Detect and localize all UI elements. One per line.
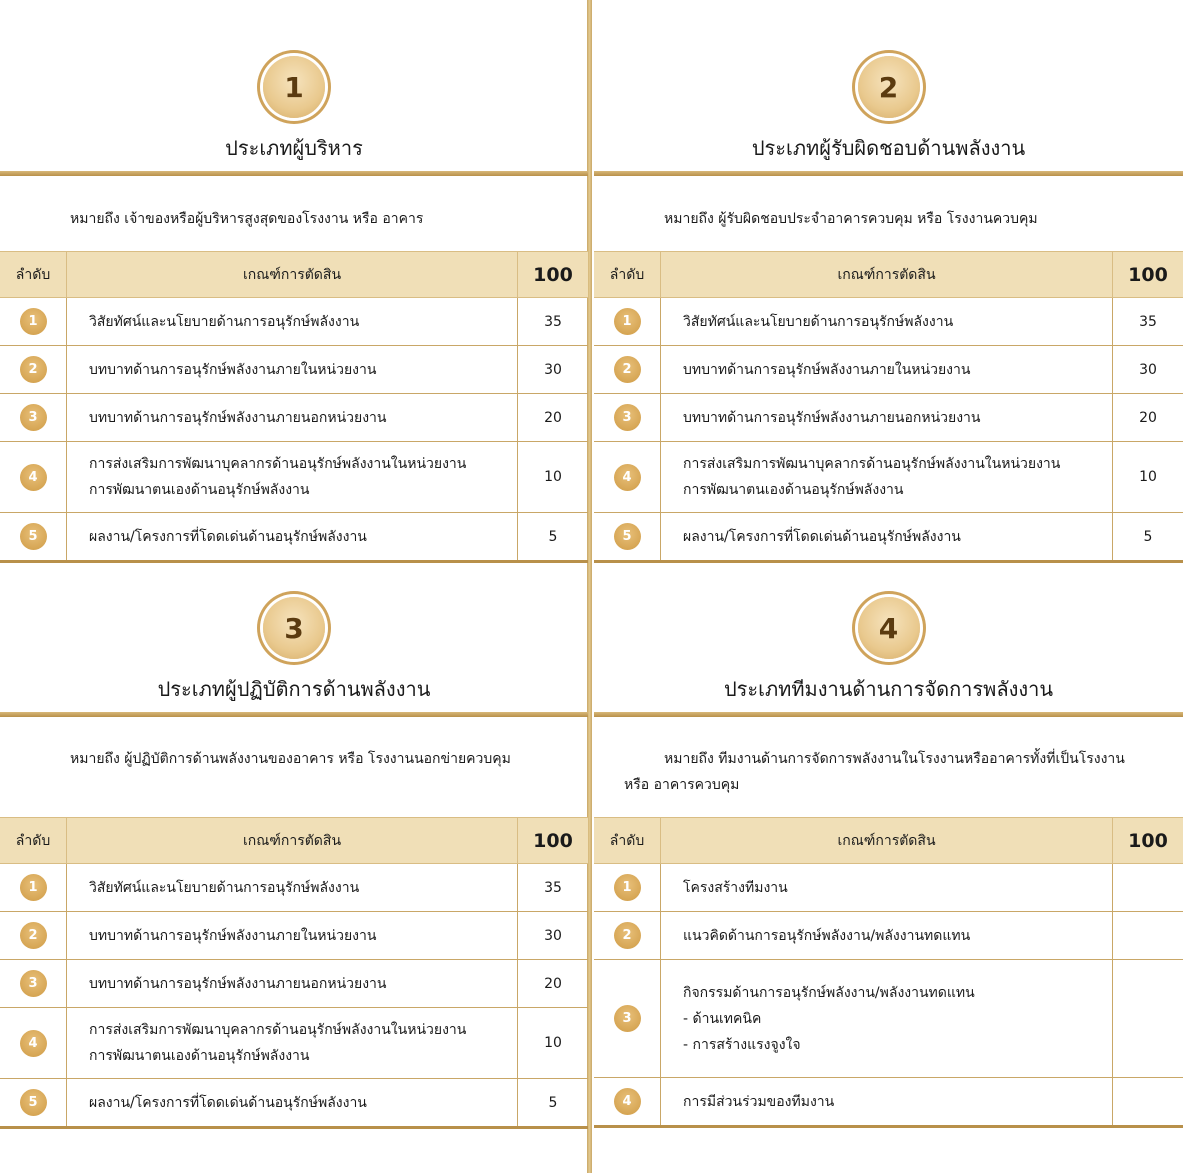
row-number-badge: 3 — [614, 404, 641, 431]
header-criteria: เกณฑ์การตัดสิน — [67, 252, 518, 298]
table-row — [594, 442, 1183, 513]
criteria-header-row — [0, 252, 588, 298]
category-title: ประเภททีมงานด้านการจัดการพลังงาน — [723, 677, 1054, 701]
criteria-score: 10 — [518, 1008, 589, 1079]
table-row — [0, 1008, 588, 1079]
criteria-subitem: - การสร้างแรงจูงใจ — [683, 1036, 801, 1053]
criteria-score: 30 — [518, 346, 589, 394]
criteria-text: บทบาทด้านการอนุรักษ์พลังงานภายนอกหน่วยงาน — [683, 409, 981, 426]
category-number-badge: 2 — [858, 56, 920, 118]
criteria-text: ผลงาน/โครงการที่โดดเด่นด้านอนุรักษ์พลังงาน — [89, 528, 367, 545]
row-number-badge: 4 — [20, 464, 47, 491]
header-total-score: 100 — [1113, 252, 1184, 298]
header-criteria: เกณฑ์การตัดสิน — [661, 818, 1113, 864]
table-row — [0, 1079, 588, 1128]
criteria-text: การพัฒนาตนเองด้านอนุรักษ์พลังงาน — [89, 1048, 310, 1064]
header-total-score: 100 — [518, 818, 589, 864]
criteria-text: บทบาทด้านการอนุรักษ์พลังงานภายในหน่วยงาน — [89, 361, 377, 378]
header-order: ลำดับ — [594, 252, 661, 298]
table-row — [594, 298, 1183, 346]
criteria-score: 5 — [1113, 513, 1184, 562]
table-row — [0, 864, 588, 912]
header-order: ลำดับ — [0, 252, 67, 298]
category-number-badge: 1 — [263, 56, 325, 118]
row-number-badge: 1 — [20, 874, 47, 901]
table-row — [0, 394, 588, 442]
criteria-text: การส่งเสริมการพัฒนาบุคลากรด้านอนุรักษ์พลังงานในหน่วยงาน — [89, 1022, 467, 1038]
row-number-badge: 4 — [20, 1030, 47, 1057]
row-number-badge: 2 — [614, 922, 641, 949]
row-number-badge: 1 — [614, 874, 641, 901]
criteria-score: 10 — [1113, 442, 1184, 513]
criteria-header-row — [594, 818, 1183, 864]
category-meaning: หมายถึง ทีมงานด้านการจัดการพลังงานในโรงงานหรืออาคารทั้งที่เป็นโรงงาน หรือ อาคารควบคุม — [624, 751, 1125, 793]
criteria-score — [1113, 1078, 1184, 1127]
category-meaning: หมายถึง ผู้รับผิดชอบประจำอาคารควบคุม หรือ โรงงานควบคุม — [664, 211, 1038, 227]
criteria-text: ผลงาน/โครงการที่โดดเด่นด้านอนุรักษ์พลังงาน — [683, 528, 961, 545]
section-rule — [594, 712, 1183, 717]
table-row — [594, 912, 1183, 960]
criteria-header-row — [594, 252, 1183, 298]
criteria-text: วิสัยทัศน์และนโยบายด้านการอนุรักษ์พลังงาน — [89, 313, 360, 330]
category-title: ประเภทผู้บริหาร — [225, 136, 363, 160]
category-title: ประเภทผู้รับผิดชอบด้านพลังงาน — [751, 136, 1026, 160]
row-number-badge: 3 — [20, 404, 47, 431]
header-criteria: เกณฑ์การตัดสิน — [661, 252, 1113, 298]
criteria-header-row — [0, 818, 588, 864]
criteria-score: 20 — [1113, 394, 1184, 442]
row-number-badge: 1 — [20, 308, 47, 335]
criteria-text: บทบาทด้านการอนุรักษ์พลังงานภายนอกหน่วยงาน — [89, 409, 387, 426]
row-number-badge: 5 — [614, 523, 641, 550]
row-number-badge: 4 — [614, 1088, 641, 1115]
category-meaning: หมายถึง ผู้ปฏิบัติการด้านพลังงานของอาคาร หรือ โรงงานนอกข่ายควบคุม — [70, 751, 511, 767]
criteria-score: 35 — [518, 864, 589, 912]
header-criteria: เกณฑ์การตัดสิน — [67, 818, 518, 864]
header-total-score: 100 — [1113, 818, 1184, 864]
criteria-text: บทบาทด้านการอนุรักษ์พลังงานภายนอกหน่วยงาน — [89, 975, 387, 992]
criteria-score — [1113, 960, 1184, 1078]
criteria-text: วิสัยทัศน์และนโยบายด้านการอนุรักษ์พลังงาน — [89, 879, 360, 896]
criteria-text: บทบาทด้านการอนุรักษ์พลังงานภายในหน่วยงาน — [683, 361, 971, 378]
criteria-table — [594, 251, 1183, 563]
header-total-score: 100 — [518, 252, 589, 298]
criteria-text: การมีส่วนร่วมของทีมงาน — [683, 1093, 835, 1110]
category-number-badge: 3 — [263, 597, 325, 659]
row-number-badge: 1 — [614, 308, 641, 335]
criteria-text: การพัฒนาตนเองด้านอนุรักษ์พลังงาน — [683, 482, 904, 498]
criteria-text: การส่งเสริมการพัฒนาบุคลากรด้านอนุรักษ์พลังงานในหน่วยงาน — [683, 456, 1061, 472]
criteria-text: วิสัยทัศน์และนโยบายด้านการอนุรักษ์พลังงาน — [683, 313, 954, 330]
table-row — [594, 864, 1183, 912]
row-number-badge: 2 — [20, 922, 47, 949]
header-order: ลำดับ — [594, 818, 661, 864]
row-number-badge: 5 — [20, 1089, 47, 1116]
criteria-score: 30 — [1113, 346, 1184, 394]
criteria-score: 20 — [518, 960, 589, 1008]
table-row — [0, 442, 588, 513]
table-row — [0, 960, 588, 1008]
section-rule — [594, 171, 1183, 176]
criteria-score: 35 — [1113, 298, 1184, 346]
criteria-text: กิจกรรมด้านการอนุรักษ์พลังงาน/พลังงานทดแทน — [683, 984, 975, 1001]
header-order: ลำดับ — [0, 818, 67, 864]
criteria-score: 10 — [518, 442, 589, 513]
category-meaning: หมายถึง เจ้าของหรือผู้บริหารสูงสุดของโรงงาน หรือ อาคาร — [70, 211, 424, 227]
criteria-text: บทบาทด้านการอนุรักษ์พลังงานภายในหน่วยงาน — [89, 927, 377, 944]
category-title: ประเภทผู้ปฏิบัติการด้านพลังงาน — [157, 677, 431, 701]
criteria-score: 35 — [518, 298, 589, 346]
criteria-score: 5 — [518, 513, 589, 562]
section-rule — [0, 171, 588, 176]
criteria-text: โครงสร้างทีมงาน — [683, 879, 788, 896]
criteria-score: 30 — [518, 912, 589, 960]
table-row — [594, 394, 1183, 442]
row-number-badge: 2 — [20, 356, 47, 383]
row-number-badge: 5 — [20, 523, 47, 550]
row-number-badge: 3 — [614, 1005, 641, 1032]
criteria-score — [1113, 864, 1184, 912]
table-row — [0, 513, 588, 562]
criteria-score: 5 — [518, 1079, 589, 1128]
criteria-table — [0, 251, 588, 563]
table-row — [0, 298, 588, 346]
table-row — [594, 513, 1183, 562]
table-row — [594, 1078, 1183, 1127]
criteria-text: การส่งเสริมการพัฒนาบุคลากรด้านอนุรักษ์พลังงานในหน่วยงาน — [89, 456, 467, 472]
section-rule — [0, 712, 588, 717]
criteria-table — [0, 817, 588, 1129]
criteria-text: แนวคิดด้านการอนุรักษ์พลังงาน/พลังงานทดแทน — [683, 927, 971, 944]
criteria-score — [1113, 912, 1184, 960]
table-row — [0, 346, 588, 394]
row-number-badge: 3 — [20, 970, 47, 997]
category-number-badge: 4 — [858, 597, 920, 659]
row-number-badge: 4 — [614, 464, 641, 491]
criteria-score: 20 — [518, 394, 589, 442]
table-row — [594, 960, 1183, 1078]
table-row — [0, 912, 588, 960]
row-number-badge: 2 — [614, 356, 641, 383]
table-row — [594, 346, 1183, 394]
criteria-text: ผลงาน/โครงการที่โดดเด่นด้านอนุรักษ์พลังงาน — [89, 1094, 367, 1111]
criteria-table — [594, 817, 1183, 1128]
criteria-text: การพัฒนาตนเองด้านอนุรักษ์พลังงาน — [89, 482, 310, 498]
criteria-subitem: - ด้านเทคนิค — [683, 1010, 762, 1027]
